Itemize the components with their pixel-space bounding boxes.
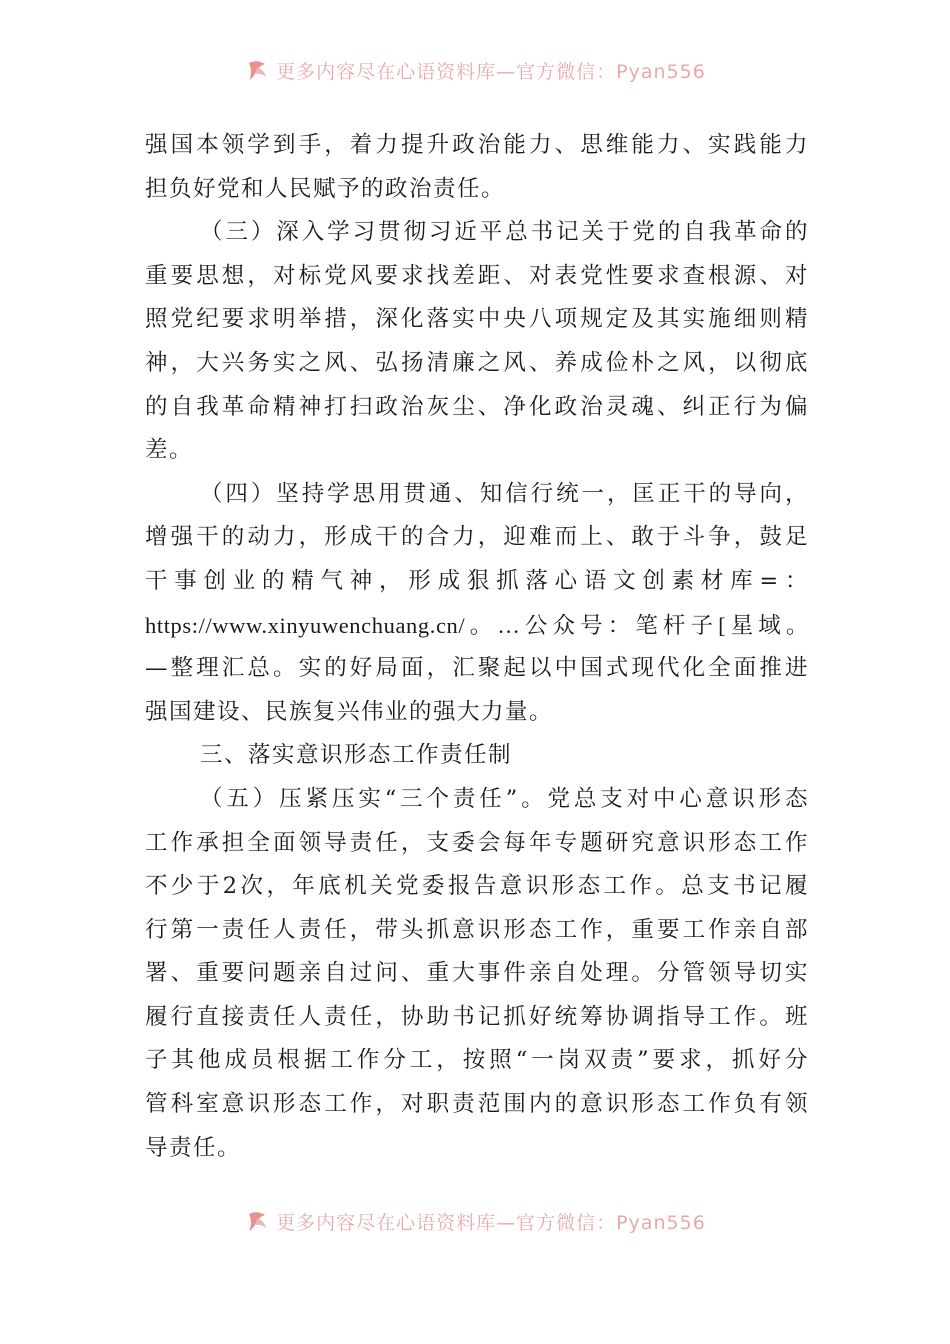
text-line: —整理汇总。实的好局面，汇聚起以中国式现代化全面推进 <box>145 655 809 682</box>
text-line: 强国建设、民族复兴伟业的强大力量。 <box>145 698 554 725</box>
text-line: 子其他成员根据工作分工，按照“一岗双责”要求，抓好分 <box>145 1047 809 1074</box>
section-heading: 三、落实意识形态工作责任制 <box>200 742 513 769</box>
text-line: 增强干的动力，形成干的合力，迎难而上、敢于斗争，鼓足 <box>145 524 809 551</box>
text-line: 署、重要问题亲自过问、重大事件亲自处理。分管领导切实 <box>145 960 809 987</box>
footer-watermark <box>0 1203 950 1239</box>
text-line: （三）深入学习贯彻习近平总书记关于党的自我革命的 <box>200 219 809 246</box>
text-line: 差。 <box>145 437 194 464</box>
text-line: （四）坚持学思用贯通、知信行统一，匡正干的导向， <box>200 480 809 507</box>
text-line: 重要思想，对标党风要求找差距、对表党性要求查根源、对 <box>145 262 809 289</box>
text-line: 管科室意识形态工作，对职责范围内的意识形态工作负有领 <box>145 1091 809 1118</box>
text-line-url: https://www.xinyuwenchuang.cn/。…公众号：笔杆子[星域。 <box>145 612 809 638</box>
text-line: 工作承担全面领导责任，支委会每年专题研究意识形态工作 <box>145 829 809 856</box>
watermark-text: 更多内容尽在心语资料库—官方微信：Pyan556 <box>276 60 706 83</box>
watermark-text: 更多内容尽在心语资料库—官方微信：Pyan556 <box>276 1211 706 1234</box>
text-line: 的自我革命精神打扫政治灰尘、净化政治灵魂、纠正行为偏 <box>145 393 809 420</box>
text-line: 照党纪要求明举措，深化落实中央八项规定及其实施细则精 <box>145 306 809 333</box>
text-line: 强国本领学到手，着力提升政治能力、思维能力、实践能力 <box>145 132 809 158</box>
text-line: 导责任。 <box>145 1134 242 1161</box>
text-line: 不少于2次，年底机关党委报告意识形态工作。总支书记履 <box>145 873 809 900</box>
text-line: （五）压紧压实“三个责任”。党总支对中心意识形态 <box>200 785 809 812</box>
text-line: 神，大兴务实之风、弘扬清廉之风、养成俭朴之风，以彻底 <box>145 349 809 376</box>
text-line: 履行直接责任人责任，协助书记抓好统筹协调指导工作。班 <box>145 1003 809 1030</box>
logo-icon <box>244 57 270 83</box>
document-body <box>145 124 809 1170</box>
text-line: 担负好党和人民赋予的政治责任。 <box>145 175 506 202</box>
text-line: 干事创业的精气神，形成狠抓落心语文创素材库=： <box>145 567 809 594</box>
text-line: 行第一责任人责任，带头抓意识形态工作，重要工作亲自部 <box>145 916 809 943</box>
header-watermark <box>0 52 950 88</box>
logo-icon <box>244 1208 270 1234</box>
